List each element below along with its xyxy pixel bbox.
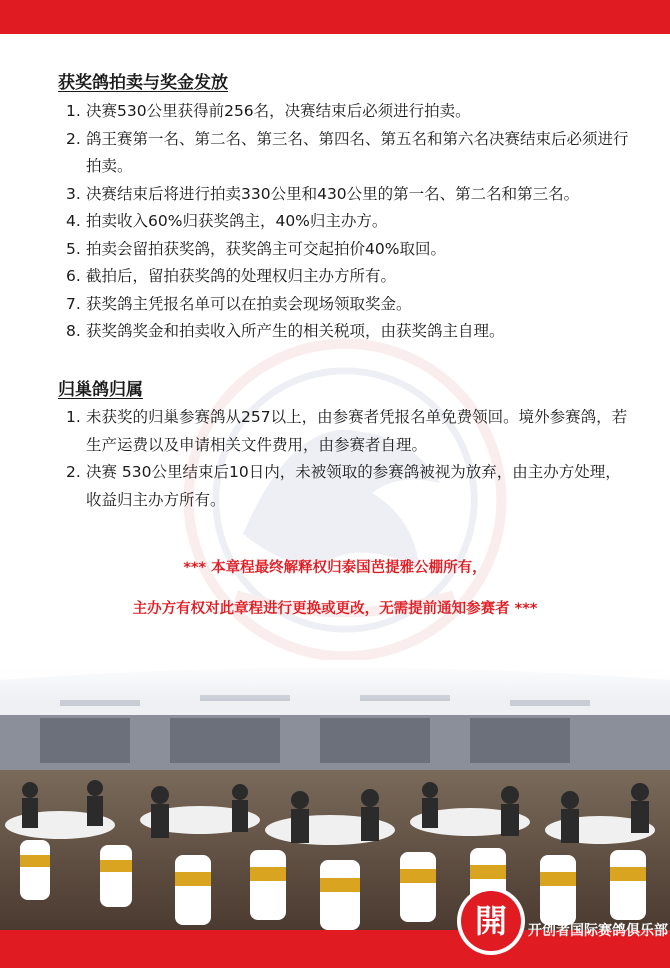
auction-rules-list	[58, 98, 633, 346]
list-item: 1. 未获奖的归巢参赛鸽从257以上，由参赛者凭报名单免费领回。境外参赛鸽，若生产运费以及申请相关文件费用，由参赛者自理。	[66, 408, 628, 454]
top-red-bar	[0, 0, 670, 34]
list-item: 7. 获奖鸽主凭报名单可以在拍卖会现场领取奖金。	[66, 294, 412, 313]
list-item: 4. 拍卖收入60%归获奖鸽主，40%归主办方。	[66, 212, 388, 230]
banquet-photo	[0, 660, 670, 930]
section-title-homing: 归巢鸽归属	[58, 380, 143, 400]
homing-rules-list	[58, 404, 633, 514]
svg-text:開: 開	[474, 902, 508, 940]
list-item: 6. 截拍后，留拍获奖鸽的处理权归主办方所有。	[66, 267, 397, 285]
list-item: 2. 鸽王赛第一名、第二名、第三名、第四名、第五名和第六名决赛结束后必须进行拍卖。	[66, 129, 629, 175]
club-name: 开创者国际赛鸽俱乐部	[528, 923, 668, 939]
list-item: 5. 拍卖会留拍获奖鸽，获奖鸽主可交起拍价40%取回。	[66, 239, 446, 258]
list-item: 1. 决赛530公里获得前256名，决赛结束后必须进行拍卖。	[66, 102, 471, 120]
disclaimer-line-2: 主办方有权对此章程进行更换或更改，无需提前通知参赛者 ***	[132, 601, 538, 617]
list-item: 2. 决赛 530公里结束后10日内，未被领取的参赛鸽被视为放弃，由主办方处理，收益归主办方所有。	[66, 463, 621, 509]
list-item: 3. 决赛结束后将进行拍卖330公里和430公里的第一名、第二名和第三名。	[66, 184, 580, 203]
section-title-auction: 获奖鸽拍卖与奖金发放	[58, 73, 228, 93]
disclaimer-line-1: *** 本章程最终解释权归泰国芭提雅公棚所有，	[183, 560, 487, 576]
club-logo-badge	[456, 886, 526, 956]
list-item: 8. 获奖鸽奖金和拍卖收入所产生的相关税项，由获奖鸽主自理。	[66, 322, 505, 340]
